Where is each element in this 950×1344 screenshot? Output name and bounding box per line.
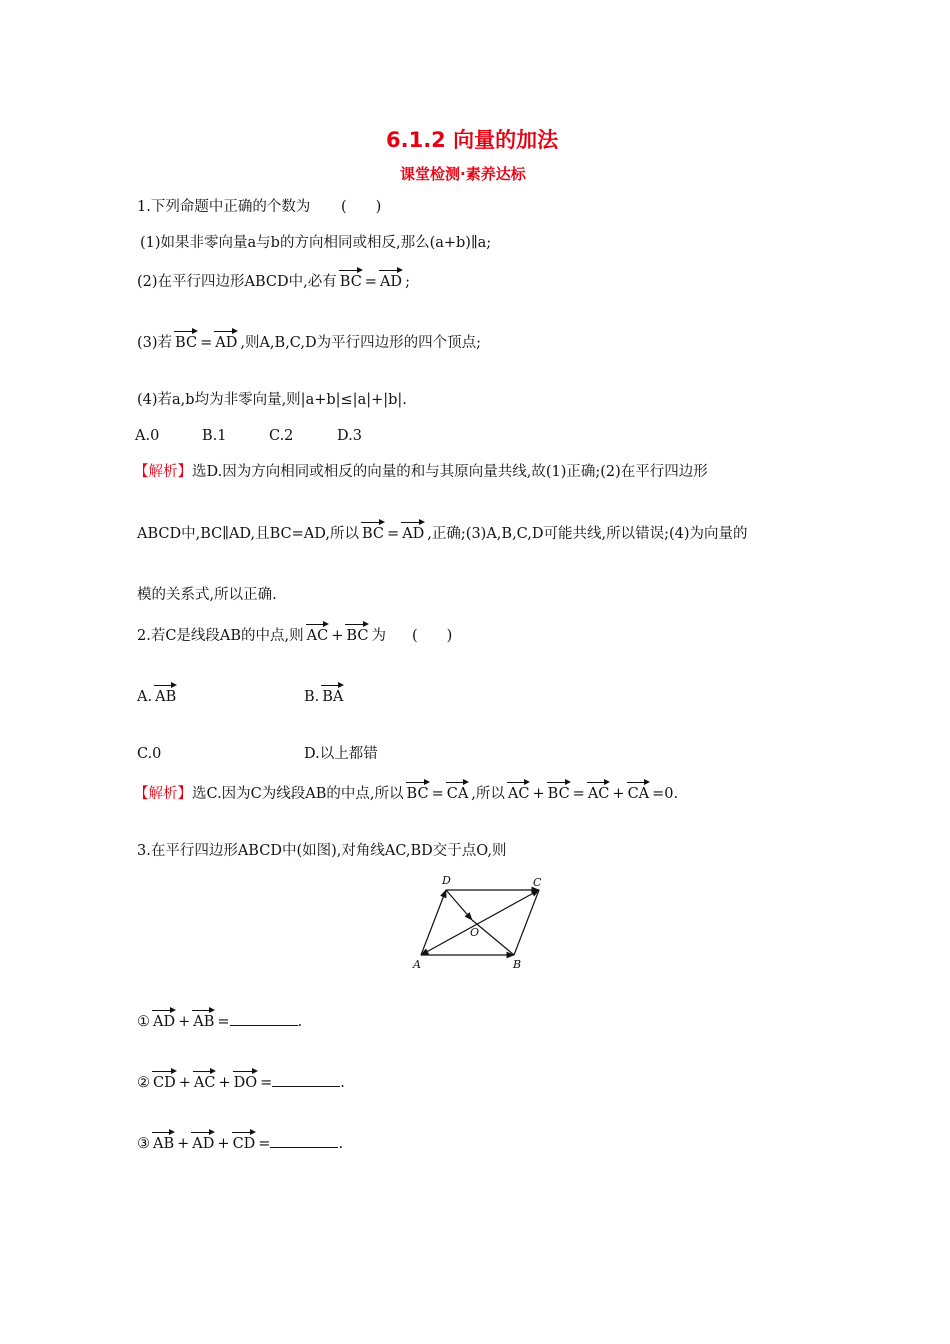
q1-analysis-text-2-end: ,正确;(3)A,B,C,D可能共线,所以错误;(4)为向量的: [427, 526, 748, 542]
equals-sign: =: [200, 335, 213, 351]
answer-blank-3[interactable]: [270, 1134, 338, 1148]
q1-option-b: B.1: [202, 428, 227, 444]
q1-proposition-1: (1)如果非零向量a与b的方向相同或相反,那么(a+b)∥a;: [140, 235, 492, 251]
vector-ca: CA: [446, 786, 469, 802]
circled-number-3: ③: [137, 1136, 150, 1152]
vector-bc: BC: [175, 335, 198, 351]
plus-sign: +: [532, 786, 545, 802]
vector-ac: AC: [193, 1075, 216, 1091]
plus-sign: +: [178, 1075, 191, 1091]
vector-do: DO: [233, 1075, 258, 1091]
answer-blank-1[interactable]: [230, 1012, 298, 1026]
q1-option-d: D.3: [337, 428, 362, 444]
vector-cd: CD: [153, 1075, 176, 1091]
vector-do: [446, 890, 472, 920]
q2-stem-text: 2.若C是线段AB的中点,则: [137, 628, 304, 644]
circled-number-1: ①: [137, 1014, 150, 1030]
vector-ab: AB: [193, 1014, 215, 1030]
q2-option-b: [304, 687, 346, 707]
plus-sign: +: [178, 1014, 191, 1030]
vector-bc: BC: [547, 786, 570, 802]
analysis-tag: 【解析】: [134, 464, 192, 480]
label-c: C: [533, 876, 542, 889]
q1-analysis-text-1: 选D.因为方向相同或相反的向量的和与其原向量共线,故(1)正确;(2)在平行四边形: [192, 464, 708, 480]
parallelogram-figure: [405, 872, 555, 972]
q3-stem: 3.在平行四边形ABCD中(如图),对角线AC,BD交于点O,则: [137, 843, 507, 859]
equals-sign: =: [260, 1075, 273, 1091]
plus-sign: +: [177, 1136, 190, 1152]
q2-analysis-end: =0.: [652, 786, 679, 802]
q1-analysis-line-2: [137, 524, 748, 544]
vector-ad: AD: [379, 274, 403, 290]
vector-ad: AD: [402, 526, 425, 542]
q3-subquestion-3: [137, 1134, 343, 1154]
q2-option-d: D.以上都错: [304, 746, 378, 762]
diagonal-ac: [421, 890, 539, 955]
equals-sign: =: [431, 786, 444, 802]
q2-analysis-text: 选C.因为C为线段AB的中点,所以: [192, 786, 404, 802]
q1-proposition-2: [137, 272, 410, 292]
q1-p3-end: ,则A,B,C,D为平行四边形的四个顶点;: [240, 335, 481, 351]
equals-sign: =: [572, 786, 585, 802]
plus-sign: +: [331, 628, 344, 644]
circled-number-2: ②: [137, 1075, 150, 1091]
q1-option-c: C.2: [269, 428, 294, 444]
vector-bc: BC: [406, 786, 429, 802]
label-d: D: [442, 874, 451, 887]
period: .: [297, 1014, 303, 1030]
equals-sign: =: [387, 526, 400, 542]
equals-sign: =: [364, 274, 377, 290]
plus-sign: +: [612, 786, 625, 802]
page-subtitle: 课堂检测·素养达标: [400, 165, 526, 183]
analysis-tag: 【解析】: [134, 786, 192, 802]
q2-option-a: [137, 687, 179, 707]
q1-p2-text: (2)在平行四边形ABCD中,必有: [137, 274, 337, 290]
q1-analysis-line-1: [134, 462, 708, 482]
q1-options: [135, 426, 362, 446]
vector-ac: AC: [306, 628, 329, 644]
vector-bc: BC: [339, 274, 362, 290]
edge-bc: [514, 890, 539, 955]
page-title: 6.1.2 向量的加法: [386, 128, 559, 152]
vector-bc: BC: [362, 526, 385, 542]
q2-answer-paren: ( ): [411, 628, 453, 644]
q2-stem: [137, 626, 452, 646]
q2-analysis: [134, 784, 678, 804]
vector-bc: BC: [346, 628, 369, 644]
q2-analysis-mid: ,所以: [471, 786, 505, 802]
q1-analysis-text-2: ABCD中,BC∥AD,且BC=AD,所以: [137, 526, 359, 542]
vector-ac: AC: [587, 786, 610, 802]
q2-option-a-label: A.: [137, 689, 153, 705]
q1-proposition-3: [137, 333, 481, 353]
plus-sign: +: [217, 1136, 230, 1152]
q3-subquestion-1: [137, 1012, 302, 1032]
q2-option-b-label: B.: [304, 689, 320, 705]
q1-p2-end: ;: [405, 274, 410, 290]
label-b: B: [513, 958, 522, 971]
vector-ba: BA: [322, 689, 344, 705]
q1-proposition-4: (4)若a,b均为非零向量,则|a+b|≤|a|+|b|.: [137, 392, 407, 408]
vector-ad: AD: [153, 1014, 176, 1030]
q1-p3-text: (3)若: [137, 335, 173, 351]
q2-option-c: C.0: [137, 746, 162, 762]
answer-blank-2[interactable]: [272, 1073, 340, 1087]
period: .: [338, 1136, 344, 1152]
plus-sign: +: [218, 1075, 231, 1091]
edge-ad: [421, 890, 446, 955]
vector-ab: AB: [153, 1136, 175, 1152]
q1-answer-paren: ( ): [340, 199, 382, 215]
vector-ab: AB: [155, 689, 177, 705]
vector-cd: CD: [232, 1136, 256, 1152]
q3-subquestion-2: [137, 1073, 345, 1093]
vector-ac: AC: [507, 786, 530, 802]
q1-stem-text: 1.下列命题中正确的个数为: [137, 199, 311, 215]
label-o: O: [470, 926, 480, 939]
q2-stem-end: 为: [371, 628, 386, 644]
equals-sign: =: [217, 1014, 230, 1030]
q1-option-a: A.0: [135, 428, 160, 444]
vector-ad: AD: [215, 335, 238, 351]
label-a: A: [413, 958, 421, 971]
equals-sign: =: [258, 1136, 271, 1152]
vector-ad: AD: [192, 1136, 215, 1152]
q1-stem: [137, 197, 381, 217]
vector-ca: CA: [627, 786, 650, 802]
period: .: [340, 1075, 345, 1091]
q1-analysis-line-3: 模的关系式,所以正确.: [137, 587, 277, 603]
